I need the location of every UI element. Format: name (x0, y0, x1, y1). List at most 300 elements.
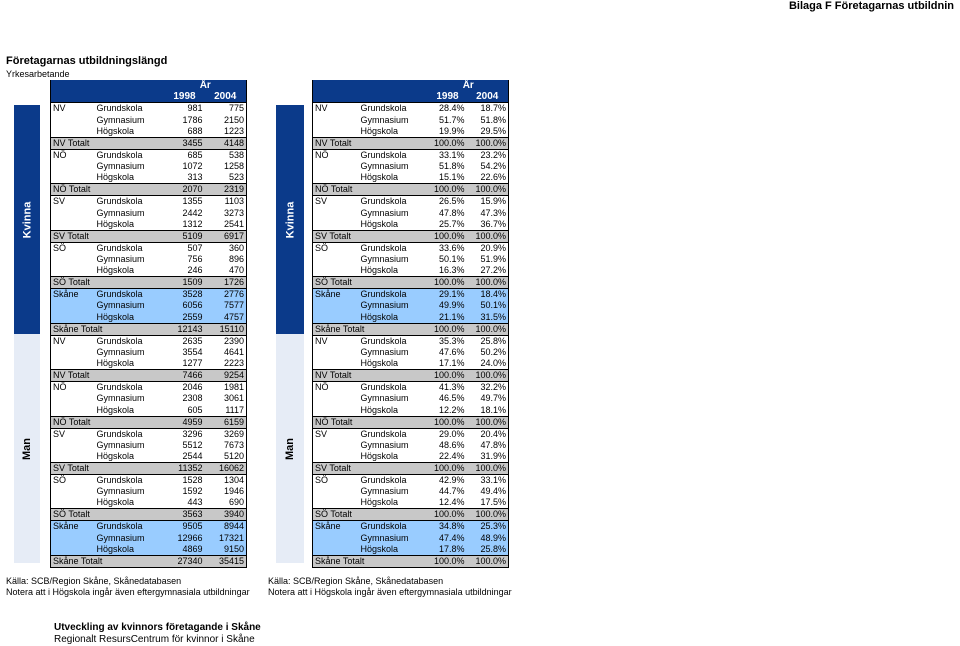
table-row (51, 544, 247, 556)
table-row (313, 451, 509, 463)
value-2004: 35415 (205, 555, 247, 567)
value-2004: 20.9% (467, 242, 509, 254)
table-total-row (51, 230, 247, 242)
value-1998: 100.0% (429, 184, 467, 196)
row-region: Skåne (313, 521, 359, 533)
row-level: Gymnasium (96, 393, 145, 404)
value-2004: 1946 (205, 486, 247, 497)
row-level: Grundskola (359, 335, 429, 347)
table-row (313, 196, 509, 208)
value-2004: 18.4% (467, 289, 509, 301)
row-level: Grundskola (359, 474, 429, 486)
row-region: SÖ Totalt (51, 509, 165, 521)
header-row (51, 91, 247, 103)
row-region (51, 451, 95, 463)
value-1998: 313 (187, 172, 203, 183)
value-1998: 981 (165, 103, 205, 115)
row-region (51, 544, 95, 556)
row-region: NÖ (51, 382, 95, 394)
value-1998: 1592 (182, 486, 203, 497)
value-2004: 2223 (205, 358, 247, 370)
value-1998: 1312 (182, 218, 203, 229)
row-region: NÖ (51, 149, 95, 161)
value-1998: 100.0% (429, 230, 467, 242)
table-row (313, 382, 509, 394)
table-row (51, 312, 247, 324)
row-region (313, 265, 359, 277)
value-2004: 9254 (205, 370, 247, 382)
gender-label-male-right (276, 334, 304, 563)
row-region: Skåne Totalt (51, 323, 165, 335)
value-2004: 17321 (205, 532, 247, 543)
table-total-row (313, 416, 509, 428)
row-level: Grundskola (95, 428, 165, 440)
row-level: Gymnasium (96, 486, 145, 497)
row-region (51, 393, 95, 404)
value-1998: 2070 (165, 184, 205, 196)
value-2004: 47.3% (467, 207, 509, 218)
table-total-row (51, 555, 247, 567)
table-row (51, 242, 247, 254)
row-level: Grundskola (95, 474, 165, 486)
value-2004: 3273 (205, 207, 247, 218)
value-1998: 27340 (165, 555, 205, 567)
row-level: Grundskola (359, 289, 429, 301)
row-level: Grundskola (95, 521, 165, 533)
value-1998: 9505 (165, 521, 205, 533)
table-row (51, 382, 247, 394)
value-1998: 100.0% (429, 555, 467, 567)
row-level: Gymnasium (359, 532, 429, 543)
value-2004: 49.4% (467, 486, 509, 497)
value-2004: 25.8% (467, 544, 509, 556)
value-2004: 100.0% (467, 555, 509, 567)
row-level: Gymnasium (360, 393, 409, 404)
value-2004: 4757 (205, 312, 247, 324)
row-region: SV Totalt (51, 230, 165, 242)
row-level: Gymnasium (96, 253, 145, 264)
value-1998: 51.8% (438, 161, 465, 172)
row-level: Grundskola (95, 149, 165, 161)
value-1998: 6056 (165, 300, 205, 311)
row-level: Högskola (96, 358, 135, 369)
value-2004: 100.0% (467, 416, 509, 428)
row-level: Grundskola (359, 242, 429, 254)
row-level: Gymnasium (360, 114, 409, 125)
value-2004: 29.5% (467, 126, 509, 138)
value-2004: 2390 (205, 335, 247, 347)
value-2004: 7577 (205, 300, 247, 311)
row-region (313, 347, 359, 358)
header-row (313, 91, 509, 103)
row-region (313, 172, 359, 184)
value-2004: 4641 (205, 347, 247, 358)
row-region (313, 486, 359, 497)
table-row (313, 474, 509, 486)
table-row (51, 335, 247, 347)
header-year: 1998 (429, 91, 467, 103)
value-2004: 8944 (205, 521, 247, 533)
table-row (51, 532, 247, 543)
value-1998: 33.6% (429, 242, 467, 254)
value-1998: 28.4% (429, 103, 467, 115)
row-region (51, 300, 95, 311)
row-level: Gymnasium (95, 532, 165, 543)
value-1998: 1072 (182, 161, 203, 172)
header-year-label: År (429, 80, 509, 91)
row-region (51, 254, 95, 265)
value-1998: 22.4% (438, 450, 465, 461)
value-2004: 360 (205, 242, 247, 254)
value-2004: 25.8% (467, 335, 509, 347)
value-2004: 3269 (205, 428, 247, 440)
row-region: Skåne Totalt (51, 555, 165, 567)
header-spacer (95, 80, 165, 91)
value-1998: 15.1% (438, 172, 465, 183)
header-year-label: År (165, 80, 247, 91)
row-level: Grundskola (359, 382, 429, 394)
value-2004: 1223 (205, 126, 247, 138)
share-table (312, 80, 509, 568)
value-1998: 47.6% (438, 346, 465, 357)
value-2004: 27.2% (467, 265, 509, 277)
table-row (51, 486, 247, 497)
table-row (313, 207, 509, 218)
row-region: NÖ Totalt (51, 416, 165, 428)
row-region: SV Totalt (51, 462, 165, 474)
gender-label-male-left (14, 334, 40, 563)
table-row (51, 300, 247, 311)
value-2004: 690 (205, 497, 247, 509)
value-1998: 12143 (165, 323, 205, 335)
row-region (51, 207, 95, 218)
row-level: Gymnasium (359, 300, 429, 311)
row-level: Gymnasium (360, 207, 409, 218)
table-row (51, 440, 247, 451)
row-level: Högskola (359, 544, 429, 556)
table-row (51, 497, 247, 509)
row-region: NV Totalt (313, 137, 429, 149)
value-1998: 4869 (165, 544, 205, 556)
table-total-row (313, 509, 509, 521)
header-spacer (313, 91, 359, 103)
value-1998: 49.9% (429, 300, 467, 311)
value-1998: 1509 (165, 277, 205, 289)
value-1998: 2544 (182, 450, 203, 461)
value-2004: 1304 (205, 474, 247, 486)
row-region (313, 451, 359, 463)
row-region (313, 300, 359, 311)
row-region: NÖ (313, 149, 359, 161)
table-row (51, 451, 247, 463)
value-1998: 5109 (165, 230, 205, 242)
header-spacer (51, 91, 95, 103)
value-2004: 15110 (205, 323, 247, 335)
value-2004: 775 (205, 103, 247, 115)
table-row (313, 521, 509, 533)
table-row (51, 289, 247, 301)
value-2004: 3061 (205, 393, 247, 404)
footer-line-1: Utveckling av kvinnors företagande i Skåne (54, 622, 261, 633)
value-2004: 896 (205, 254, 247, 265)
row-region: NV (51, 335, 95, 347)
row-level: Högskola (359, 312, 429, 324)
row-level: Grundskola (95, 382, 165, 394)
table-row (313, 126, 509, 138)
value-2004: 1981 (205, 382, 247, 394)
row-level: Högskola (96, 497, 135, 508)
row-region: SV Totalt (313, 230, 429, 242)
value-2004: 100.0% (467, 370, 509, 382)
row-region: SÖ (313, 242, 359, 254)
row-level: Grundskola (359, 521, 429, 533)
value-2004: 49.7% (467, 393, 509, 404)
row-level: Grundskola (359, 196, 429, 208)
table-row (51, 161, 247, 172)
value-2004: 6159 (205, 416, 247, 428)
row-region: SV (51, 196, 95, 208)
row-level: Grundskola (95, 242, 165, 254)
value-2004: 18.1% (467, 405, 509, 417)
row-level: Gymnasium (96, 207, 145, 218)
header-spacer (359, 80, 429, 91)
table-row (313, 428, 509, 440)
table-total-row (51, 184, 247, 196)
value-1998: 51.7% (438, 114, 465, 125)
gender-label-text: Man (21, 437, 33, 460)
gender-label-text: Kvinna (21, 201, 33, 238)
row-level: Grundskola (359, 428, 429, 440)
row-region: NV (313, 103, 359, 115)
row-region (313, 544, 359, 556)
value-1998: 685 (165, 149, 205, 161)
table-row (51, 126, 247, 138)
table-row (313, 219, 509, 231)
value-1998: 756 (187, 253, 203, 264)
value-2004: 23.2% (467, 149, 509, 161)
row-level: Grundskola (359, 103, 429, 115)
table-row (51, 393, 247, 404)
table-row (51, 358, 247, 370)
value-1998: 100.0% (429, 277, 467, 289)
header-spacer (95, 91, 165, 103)
value-1998: 17.8% (429, 544, 467, 556)
count-table (50, 80, 247, 568)
value-1998: 48.6% (438, 439, 465, 450)
table-total-row (313, 184, 509, 196)
value-1998: 3563 (165, 509, 205, 521)
table-total-row (51, 370, 247, 382)
value-1998: 12.2% (438, 404, 465, 415)
table-row (313, 393, 509, 404)
row-level: Gymnasium (96, 346, 145, 357)
row-region (313, 207, 359, 218)
table-total-row (51, 323, 247, 335)
table-row (313, 265, 509, 277)
table-row (313, 300, 509, 311)
row-region: Skåne Totalt (313, 555, 429, 567)
header-year: 2004 (205, 91, 247, 103)
value-1998: 2046 (165, 382, 205, 394)
table-row (313, 312, 509, 324)
row-level: Högskola (360, 172, 399, 183)
value-1998: 688 (187, 125, 203, 136)
row-level: Gymnasium (360, 161, 409, 172)
row-region (313, 161, 359, 172)
row-level: Högskola (96, 218, 135, 229)
table-row (51, 347, 247, 358)
value-1998: 2635 (165, 335, 205, 347)
row-level: Grundskola (95, 103, 165, 115)
value-2004: 1726 (205, 277, 247, 289)
table-row (51, 428, 247, 440)
row-level: Högskola (360, 125, 399, 136)
table-row (313, 172, 509, 184)
row-level: Gymnasium (96, 161, 145, 172)
row-region (313, 219, 359, 231)
row-region: SV (51, 428, 95, 440)
gender-label-female-right (276, 105, 304, 334)
row-region: NV Totalt (51, 370, 165, 382)
value-1998: 41.3% (429, 382, 467, 394)
value-2004: 2150 (205, 114, 247, 125)
source-note-left (6, 576, 250, 598)
value-2004: 48.9% (467, 532, 509, 543)
value-2004: 50.2% (467, 347, 509, 358)
row-region: NV Totalt (313, 370, 429, 382)
table-row (313, 358, 509, 370)
row-level: Högskola (96, 172, 135, 183)
footer (54, 622, 261, 646)
table-row (313, 114, 509, 125)
table-row (51, 474, 247, 486)
value-1998: 2559 (165, 312, 205, 324)
value-1998: 12.4% (438, 497, 465, 508)
row-level: Högskola (96, 404, 135, 415)
value-1998: 5512 (182, 439, 203, 450)
value-2004: 33.1% (467, 474, 509, 486)
value-1998: 1528 (165, 474, 205, 486)
row-level: Gymnasium (360, 253, 409, 264)
value-1998: 44.7% (438, 486, 465, 497)
row-level: Grundskola (359, 149, 429, 161)
value-1998: 26.5% (429, 196, 467, 208)
value-1998: 1786 (182, 114, 203, 125)
header-row (313, 80, 509, 91)
table-row (51, 521, 247, 533)
row-region (313, 114, 359, 125)
table-row (313, 335, 509, 347)
page-header: Bilaga F Företagarnas utbildnin (788, 0, 954, 12)
value-2004: 5120 (205, 451, 247, 463)
value-1998: 17.1% (438, 358, 465, 369)
value-1998: 19.9% (438, 125, 465, 136)
value-2004: 51.9% (467, 254, 509, 265)
value-1998: 12966 (165, 532, 205, 543)
value-1998: 100.0% (429, 370, 467, 382)
note-line: Notera att i Högskola ingår även eftergymnasiala utbildningar (6, 587, 250, 597)
value-1998: 2442 (182, 207, 203, 218)
row-level: Högskola (95, 312, 165, 324)
row-region: Skåne Totalt (313, 323, 429, 335)
value-2004: 16062 (205, 462, 247, 474)
row-region: SV Totalt (313, 462, 429, 474)
row-level: Gymnasium (96, 439, 145, 450)
row-level: Högskola (95, 544, 165, 556)
header-year: 1998 (165, 91, 205, 103)
row-region: SV (313, 428, 359, 440)
row-level: Högskola (360, 497, 399, 508)
value-1998: 47.4% (429, 532, 467, 543)
value-2004: 18.7% (467, 103, 509, 115)
value-1998: 100.0% (429, 416, 467, 428)
value-2004: 25.3% (467, 521, 509, 533)
value-2004: 22.6% (467, 172, 509, 184)
value-1998: 507 (165, 242, 205, 254)
value-2004: 100.0% (467, 462, 509, 474)
value-2004: 47.8% (467, 440, 509, 451)
row-region (51, 358, 95, 370)
value-1998: 34.8% (429, 521, 467, 533)
table-row (51, 254, 247, 265)
value-1998: 605 (187, 404, 203, 415)
value-2004: 2319 (205, 184, 247, 196)
value-2004: 4148 (205, 137, 247, 149)
row-level: Gymnasium (360, 439, 409, 450)
value-2004: 3940 (205, 509, 247, 521)
value-1998: 21.1% (429, 312, 467, 324)
value-2004: 1258 (205, 161, 247, 172)
row-level: Gymnasium (96, 114, 145, 125)
row-region: SV (313, 196, 359, 208)
row-region: Skåne (51, 521, 95, 533)
row-region (51, 126, 95, 138)
table-row (51, 196, 247, 208)
row-level: Högskola (360, 450, 399, 461)
row-region (51, 161, 95, 172)
table-total-row (51, 416, 247, 428)
row-region: SÖ Totalt (51, 277, 165, 289)
table-total-row (51, 137, 247, 149)
row-region (313, 497, 359, 509)
table-row (51, 103, 247, 115)
table-row (313, 544, 509, 556)
row-region (51, 440, 95, 451)
table-total-row (313, 323, 509, 335)
row-region (313, 358, 359, 370)
header-row (51, 80, 247, 91)
value-2004: 7673 (205, 440, 247, 451)
value-1998: 16.3% (438, 265, 465, 276)
value-1998: 100.0% (429, 462, 467, 474)
value-1998: 25.7% (438, 218, 465, 229)
table-row (313, 486, 509, 497)
row-region (51, 405, 95, 417)
value-1998: 3554 (182, 346, 203, 357)
value-2004: 24.0% (467, 358, 509, 370)
table-total-row (313, 462, 509, 474)
row-region: NÖ Totalt (51, 184, 165, 196)
row-level: Högskola (360, 265, 399, 276)
value-2004: 6917 (205, 230, 247, 242)
value-1998: 35.3% (429, 335, 467, 347)
table-total-row (313, 370, 509, 382)
header-spacer (51, 80, 95, 91)
footer-line-2: Regionalt ResursCentrum för kvinnor i Skåne (54, 634, 255, 645)
value-2004: 9150 (205, 544, 247, 556)
value-1998: 443 (187, 497, 203, 508)
value-2004: 100.0% (467, 230, 509, 242)
